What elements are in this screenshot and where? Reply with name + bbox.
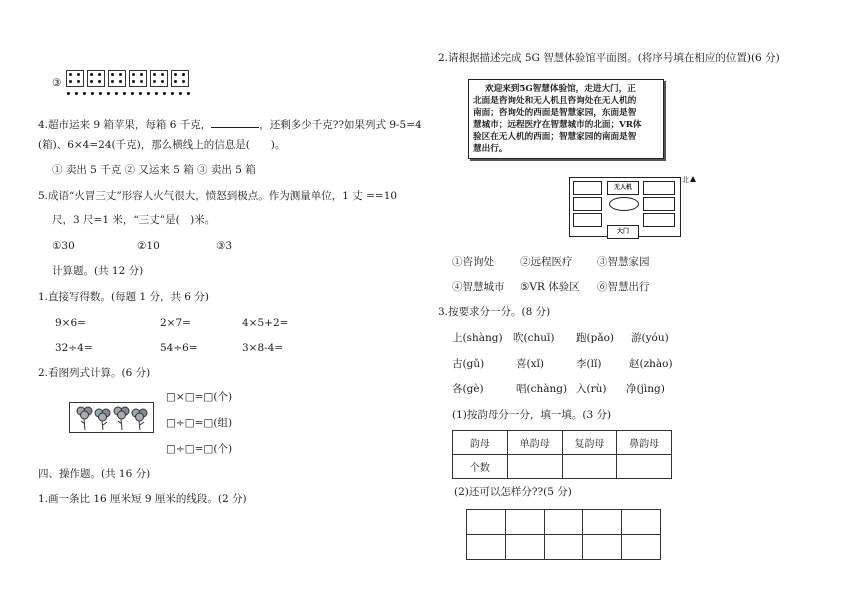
description-line: 慧城市；远程医疗在智慧城市的北面；VR体 (473, 120, 642, 130)
table-header: 复韵母 (562, 431, 617, 455)
pinyin-word: 吹(chuī) (513, 332, 555, 344)
description-line: 南面；咨询处的西面是智慧家园，东面是智 (473, 108, 637, 118)
answer-cell[interactable] (507, 455, 562, 479)
gate-label: 大门 (616, 228, 629, 235)
q3-option-marker: ③ (52, 77, 62, 89)
dot-box (129, 70, 147, 87)
question-4-line-1 (38, 117, 422, 132)
formula-multiply: □×□=□(个) (166, 391, 233, 403)
map-option: ④智慧城市 (452, 281, 505, 293)
map-option: ③智慧家园 (597, 256, 650, 268)
calc-item: 9×6= (55, 317, 86, 329)
operations-section-title: 四、操作题。(共 16 分) (38, 468, 151, 480)
flowers-picture (69, 402, 154, 433)
description-line: 北面是咨询处和无人机且咨询处在无人机的 (473, 96, 637, 106)
table-row (467, 510, 661, 535)
plan-slot[interactable] (573, 181, 602, 195)
pinyin-word: 净(jìng) (626, 383, 665, 395)
pinyin-word: 游(yóu) (631, 332, 669, 344)
finals-table (452, 430, 672, 479)
table-header: 鼻韵母 (617, 431, 672, 455)
plan-gate (607, 225, 639, 239)
plan-slot[interactable] (573, 213, 602, 227)
pinyin-word: 唱(chàng) (516, 383, 568, 395)
pinyin-word: 跑(pǎo) (576, 332, 614, 344)
sub-question-2-title: (2)还可以怎样分??(5 分) (454, 486, 572, 498)
plan-slot[interactable] (643, 197, 675, 211)
floor-plan (569, 177, 681, 237)
calc-item: 54÷6= (160, 342, 198, 354)
map-option: ②远程医疗 (520, 256, 573, 268)
dot-box (150, 70, 168, 87)
formula-divide-each: □÷□=□(个) (166, 443, 233, 455)
table-header: 韵母 (453, 431, 508, 455)
dot-box (66, 70, 84, 87)
answer-cell[interactable] (583, 510, 622, 535)
plan-consult-oval[interactable] (609, 197, 639, 211)
answer-cell[interactable] (467, 510, 506, 535)
question-3-title: 3.按要求分一分。(8 分) (438, 306, 551, 318)
answer-cell[interactable] (505, 535, 544, 560)
description-box (468, 79, 664, 159)
plan-room-drone (607, 181, 639, 195)
north-label: 北 (682, 176, 689, 184)
map-option: ⑥智慧出行 (597, 281, 650, 293)
plan-slot[interactable] (573, 197, 602, 211)
question-5-line-1: 5.成语“火冒三丈”形容人火气很大，愤怒到极点。作为测量单位，1 丈 ==10 (38, 190, 398, 202)
answer-cell[interactable] (544, 535, 583, 560)
north-arrow-icon (690, 176, 696, 182)
q4-text-a: 4.超市运来 9 箱苹果，每箱 6 千克， (38, 119, 212, 131)
plan-slot[interactable] (643, 213, 675, 227)
table-row (453, 431, 672, 455)
pinyin-word: 古(gǔ) (452, 358, 485, 370)
calc-item: 3×8-4= (242, 342, 284, 354)
sub-question-1-title: (1)按韵母分一分，填一填。(3 分) (452, 409, 612, 421)
answer-cell[interactable] (505, 510, 544, 535)
grouping-grid (466, 509, 661, 560)
answer-cell[interactable] (617, 455, 672, 479)
question-5-line-2: 尺，3 尺=1 米，“三丈”是( )米。 (52, 214, 216, 226)
pinyin-word: 喜(xǐ) (516, 358, 544, 370)
table-row (467, 535, 661, 560)
pinyin-word: 上(shàng) (452, 332, 503, 344)
question-2-title: 2.请根据描述完成 5G 智慧体验馆平面图。(将序号填在相应的位置)(6 分) (438, 52, 780, 64)
question-4-line-2: (箱)、6×4=24(千克)，那么横线上的信息是( )。 (38, 139, 286, 151)
answer-blank[interactable] (211, 117, 259, 128)
calc-item: 2×7= (160, 317, 191, 329)
table-row (453, 455, 672, 479)
pinyin-word: 各(gè) (452, 383, 484, 395)
answer-cell[interactable] (544, 510, 583, 535)
pinyin-word: 入(rù) (576, 383, 607, 395)
calc-q2-title: 2.看图列式计算。(6 分) (38, 367, 151, 379)
q4-text-b: ，还剩多少千克??如果列式 9-5=4 (259, 119, 422, 131)
answer-cell[interactable] (622, 535, 661, 560)
description-line: 欢迎来到5G智慧体验馆，走进大门，正 (485, 84, 636, 94)
map-option: ①咨询处 (452, 256, 494, 268)
description-line: 验区在无人机的西面；智慧家园的南面是智 (473, 132, 637, 142)
calc-item: 4×5+2= (242, 317, 289, 329)
map-option: ⑤VR 体验区 (520, 281, 580, 293)
question-5-option-1: ①30 (52, 240, 75, 252)
question-5-option-3: ③3 (216, 240, 233, 252)
dot-row (66, 92, 190, 96)
flower-icon-group (70, 403, 153, 432)
calc-section-title: 计算题。(共 12 分) (52, 265, 144, 277)
answer-cell[interactable] (562, 455, 617, 479)
formula-divide-groups: □÷□=□(组) (166, 417, 233, 429)
answer-cell[interactable] (622, 510, 661, 535)
drone-label: 无人机 (613, 184, 632, 191)
calc-item: 32÷4= (55, 342, 93, 354)
table-header: 单韵母 (507, 431, 562, 455)
description-line: 慧出行。 (473, 144, 508, 154)
pinyin-word: 李(lǐ) (576, 358, 602, 370)
calc-q1-title: 1.直接写得数。(每题 1 分，共 6 分) (38, 291, 209, 303)
question-5-option-2: ②10 (137, 240, 160, 252)
pinyin-word: 赵(zhào) (629, 358, 673, 370)
answer-cell[interactable] (467, 535, 506, 560)
dot-box (108, 70, 126, 87)
operations-q1: 1.画一条比 16 厘米短 9 厘米的线段。(2 分) (38, 493, 247, 505)
answer-cell[interactable] (583, 535, 622, 560)
question-4-options: ① 卖出 5 千克 ② 又运来 5 箱 ③ 卖出 5 箱 (52, 164, 256, 176)
dot-box (87, 70, 105, 87)
table-row-label: 个数 (453, 455, 508, 479)
dot-box (171, 70, 189, 87)
plan-slot[interactable] (643, 181, 675, 195)
